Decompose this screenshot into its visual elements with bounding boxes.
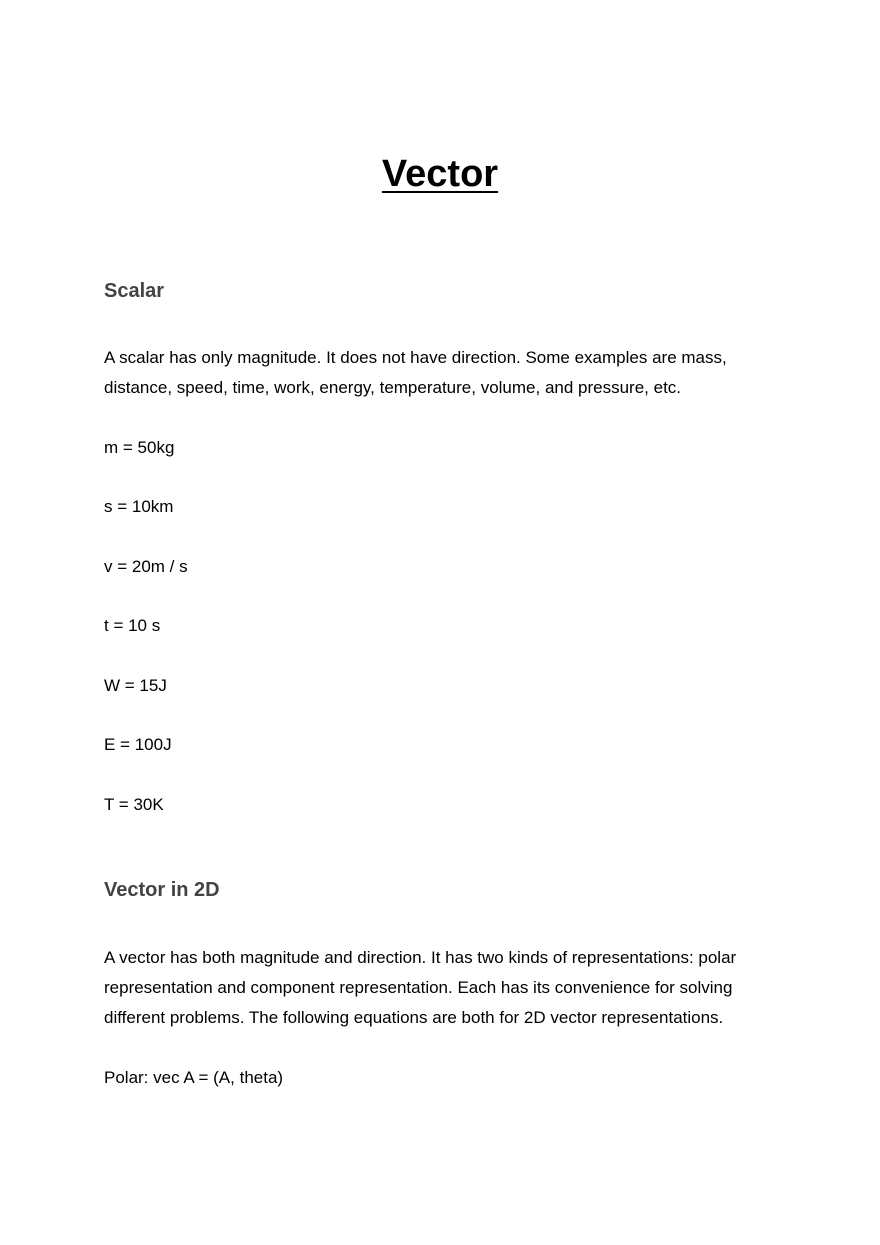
scalar-equation-temperature: T = 30K bbox=[104, 795, 164, 814]
scalar-equation-distance: s = 10km bbox=[104, 497, 174, 516]
scalar-equation-work: W = 15J bbox=[104, 676, 167, 695]
scalar-equation-mass: m = 50kg bbox=[104, 438, 175, 457]
scalar-equation-energy: E = 100J bbox=[104, 735, 172, 754]
vector-equation-polar: Polar: vec A = (A, theta) bbox=[104, 1068, 284, 1087]
scalar-paragraph: A scalar has only magnitude. It does not have direction. Some examples are mass, distance, speed, time, work, energy, temperature, volume, and pressure, etc. bbox=[104, 348, 727, 397]
vector-2d-paragraph: A vector has both magnitude and direction. It has two kinds of representations: polar representation and component representation. Each has its convenience for solving different problems. The following equations are both for 2D vector representations. bbox=[104, 948, 737, 1027]
scalar-equation-speed: v = 20m / s bbox=[104, 557, 188, 576]
section-heading-scalar: Scalar bbox=[104, 280, 165, 302]
scalar-equation-time: t = 10 s bbox=[104, 616, 161, 635]
page-title: Vector bbox=[381, 153, 499, 195]
section-heading-vector-2d: Vector in 2D bbox=[104, 879, 220, 901]
